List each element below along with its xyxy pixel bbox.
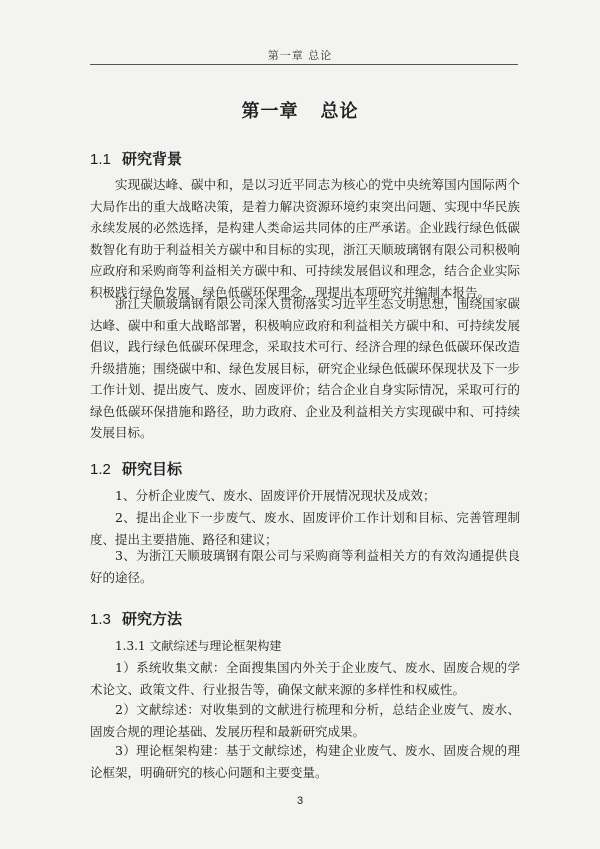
paragraph: 1、分析企业废气、废水、固废评价开展情况现状及成效； <box>115 488 436 503</box>
paragraph: 3）理论框架构建：基于文献综述，构建企业废气、废水、固废合规的理论框架，明确研究的核心问题和主要变量。 <box>90 743 520 780</box>
section-heading-1-2 <box>90 458 182 479</box>
chapter-number: 第一章 <box>241 101 299 122</box>
paragraph: 2、提出企业下一步废气、废水、固废评价工作计划和目标、完善管理制度、提出主要措施、路径和建议； <box>90 510 520 547</box>
subsection-heading: 1.3.1 文献综述与理论框架构建 <box>115 639 282 653</box>
paragraph: 2）文献综述：对收集到的文献进行梳理和分析，总结企业废气、废水、固废合规的理论基础、发展历程和最新研究成果。 <box>90 702 520 739</box>
chapter-name: 总论 <box>320 101 359 122</box>
paragraph: 浙江天顺玻璃钢有限公司深入贯彻落实习近平生态文明思想，围绕国家碳达峰、碳中和重大战略部署，积极响应政府和利益相关方碳中和、可持续发展倡议，践行绿色低碳环保理念，采取技术可行、经济合理的绿色低碳环保改造 升级措施；围绕碳中和、绿色发展目标，研究企业绿色低碳环保现状及下一步工作计划、提出废气、废水、固废评价；结合企业自身实际情况，采取可行的绿色低碳环保措施和路径，助力政府、企业及利益相关方实现碳中和、可持续发展目标。 <box>90 296 520 440</box>
section-number: 1.3 <box>90 611 111 628</box>
section-number: 1.2 <box>90 461 111 478</box>
section-title: 研究背景 <box>122 150 183 168</box>
section-number: 1.1 <box>90 151 111 168</box>
paragraph: 3、为浙江天顺玻璃钢有限公司与采购商等利益相关方的有效沟通提供良好的途径。 <box>90 548 520 585</box>
section-heading-1-1 <box>90 148 182 169</box>
paragraph: 1）系统收集文献：全面搜集国内外关于企业废气、废水、固废合规的学术论文、政策文件、行业报告等，确保文献来源的多样性和权威性。 <box>90 660 520 697</box>
running-header: 第一章 总论 <box>267 49 333 62</box>
section-title: 研究目标 <box>122 460 183 478</box>
chapter-title <box>0 97 600 123</box>
section-heading-1-3 <box>90 608 182 629</box>
paragraph: 实现碳达峰、碳中和，是以习近平同志为核心的党中央统筹国内国际两个大局作出的重大战略决策，是着力解决资源环境约束突出问题、实现中华民族永续发展的必然选择，是构建人类命运共同体的庄严承诺。企业践行绿色低碳数智化有助于利益相关方碳中和目标的实现，浙江天顺玻璃钢有限公司积极响应政府和采购商等利益相关方碳中和、可持续发展倡议和理念，结合企业实际积极践行绿色发展、绿色低碳环保理念，现提出本项研究并编制本报告。 <box>90 177 520 300</box>
page-number: 3 <box>296 795 304 807</box>
header-rule <box>90 64 518 65</box>
section-title: 研究方法 <box>122 610 183 628</box>
